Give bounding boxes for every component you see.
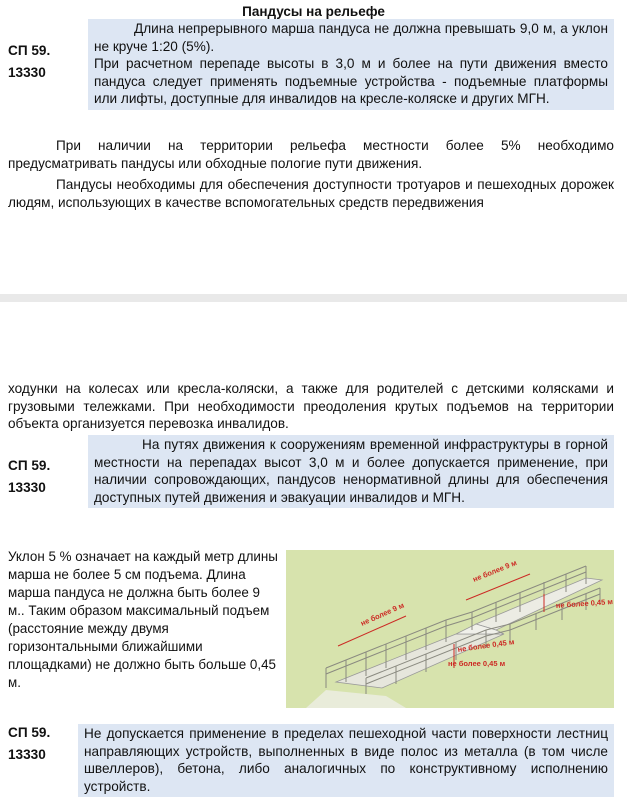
code-label-bottom: [8, 722, 50, 766]
text-section-2: [8, 380, 614, 433]
dimension-label-rise-2: не более 0,45 м: [457, 637, 515, 654]
block3-paragraph-1: Не допускается применение в пределах пешеходной части поверхности лестниц направляющих устройств, выполненных в виде полос из металла (в том числе швеллеров), бетона, либо аналогичных по конструктивному исполнению устройств.: [84, 726, 608, 794]
block1-paragraph-1: Длина непрерывного марша пандуса не должна превышать 9,0 м, а уклон не круче 1:20 (5%).: [94, 21, 608, 54]
text-section-1: [8, 137, 614, 211]
block2-paragraph-1: На путях движения к сооружениям временной инфраструктуры в горной местности на перепадах высот 3,0 м и более допускается применение, при наличии сопровождающих, пандусов ненормативной длины для обеспечения доступных путей движения и эвакуации инвалидов и МГН.: [94, 437, 608, 505]
dimension-label-rise-1: не более 0,45 м: [555, 597, 614, 610]
ramp-base: [306, 690, 406, 708]
code-label-top: [8, 40, 50, 84]
highlight-block-1: [88, 19, 614, 110]
block1-paragraph-2: При расчетном перепаде высоты в 3,0 м и более на пути движения вместо пандуса следует применять подъемные устройства - подъемные платформы или лифты, доступные для инвалидов на кресле-коляске и других МГН.: [94, 56, 608, 106]
code-label-middle: [8, 455, 50, 499]
ramp-diagram: [286, 550, 614, 708]
highlight-block-2: [88, 435, 614, 508]
code-label-line1: СП 59.: [8, 43, 51, 58]
ramp-illustration: [286, 550, 614, 708]
text1-paragraph-2: Пандусы необходимы для обеспечения доступности тротуаров и пешеходных дорожек людям, использующих в качестве вспомогательных средств передвижения: [8, 177, 614, 210]
code-label-line2: 13330: [8, 480, 46, 495]
dimension-label-rise-3: не более 0,45 м: [448, 659, 506, 668]
code-label-line1: СП 59.: [8, 458, 51, 473]
text2-paragraph-1: ходунки на колесах или кресла-коляски, а также для родителей с детскими колясками и грузовыми тележками. При необходимости преодоления крутых подъемов на территории объекта организуется перевозка инвалидов.: [8, 381, 614, 431]
code-label-line2: 13330: [8, 65, 46, 80]
code-label-line2: 13330: [8, 747, 46, 762]
highlight-block-3: [78, 724, 614, 797]
text1-paragraph-1: При наличии на территории рельефа местности более 5% необходимо предусматривать пандусы или обходные пологие пути движения.: [8, 138, 614, 171]
dimension-label-length-1: не более 9 м: [359, 600, 406, 628]
dimension-label-length-2: не более 9 м: [471, 558, 519, 584]
code-label-line1: СП 59.: [8, 725, 51, 740]
page-title: Пандусы на рельефе: [242, 4, 385, 19]
page-separator: [0, 294, 627, 302]
slope-explanation: Уклон 5 % означает на каждый метр длины марша не более 5 см подъема. Длина марша пандуса не должна быть более 9 м.. Таким образом максимальный подъем (расстояние между двумя горизонтальными ближайшими площадками) не должно быть больше 0,45 м.: [8, 549, 278, 690]
